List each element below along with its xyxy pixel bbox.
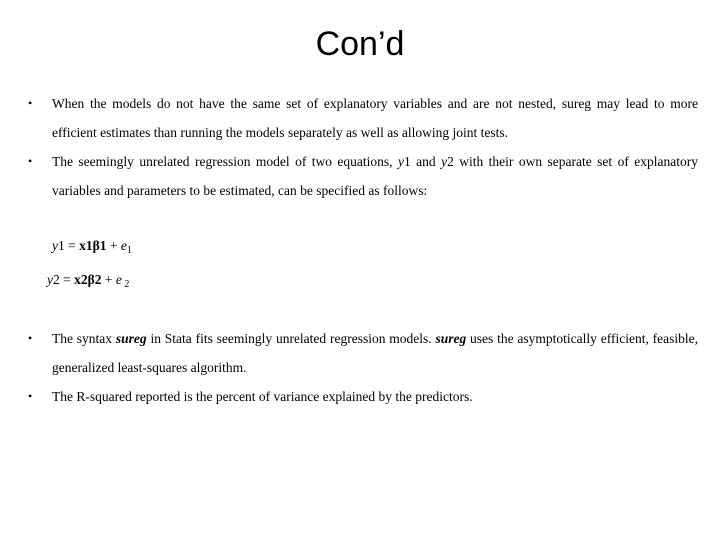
bullet-item-sur-model	[28, 147, 698, 205]
eq-lhs-num: 2	[53, 272, 60, 287]
bullet-marker: •	[28, 331, 33, 345]
bullet-marker: •	[28, 154, 33, 168]
eq-lhs-var: y	[47, 272, 53, 287]
eq-error-var: e	[120, 238, 127, 253]
bullet-text-pre: The seemingly unrelated regression model of two equations,	[52, 154, 398, 169]
command-sureg: sureg	[115, 331, 147, 346]
eq-plus: +	[101, 272, 116, 287]
eq-lhs-var: y	[52, 238, 58, 253]
eq-error-sub: 2	[121, 279, 130, 290]
eq-error-sub: 1	[126, 245, 132, 256]
eq-plus: +	[106, 238, 121, 253]
eq-error-var: e	[115, 272, 122, 287]
var-index: 1	[403, 154, 411, 169]
bullet-text-pre: The syntax	[52, 331, 116, 346]
bullet-text-mid: in Stata fits seemingly unrelated regression models.	[146, 331, 436, 346]
equation-2	[47, 270, 129, 295]
bullet-item-sureg-syntax	[28, 324, 698, 382]
equation-1	[52, 236, 132, 261]
var-index: 2	[447, 154, 454, 169]
eq-equals: =	[59, 272, 75, 287]
bullet-text-post: with their own separate set of explanatory variables and parameters to be estimated, can be specified as follows:	[52, 154, 698, 198]
bullet-text-post: uses the asymptotically efficient, feasible, generalized least-squares algorithm.	[52, 331, 698, 375]
bullet-item-sureg-efficiency	[28, 89, 698, 147]
eq-equals: =	[64, 238, 80, 253]
bullet-marker: •	[28, 389, 33, 403]
bullet-item-r-squared	[28, 382, 698, 411]
bullet-text: The R-squared reported is the percent of variance explained by the predictors.	[52, 389, 473, 404]
bullet-marker: •	[28, 96, 33, 110]
slide-title: Con’d	[315, 25, 405, 63]
bullet-text-mid: and	[410, 154, 442, 169]
eq-lhs-num: 1	[58, 238, 65, 253]
var-y: y	[397, 154, 404, 169]
command-sureg: sureg	[435, 331, 467, 346]
bullet-text: When the models do not have the same set of explanatory variables and are not nested, sureg may lead to more efficient estimates than running the models separately as well as allowing joint tests.	[52, 96, 698, 140]
eq-rhs-term: x1β1	[79, 238, 107, 253]
eq-rhs-term: x2β2	[74, 272, 102, 287]
var-y: y	[441, 154, 448, 169]
